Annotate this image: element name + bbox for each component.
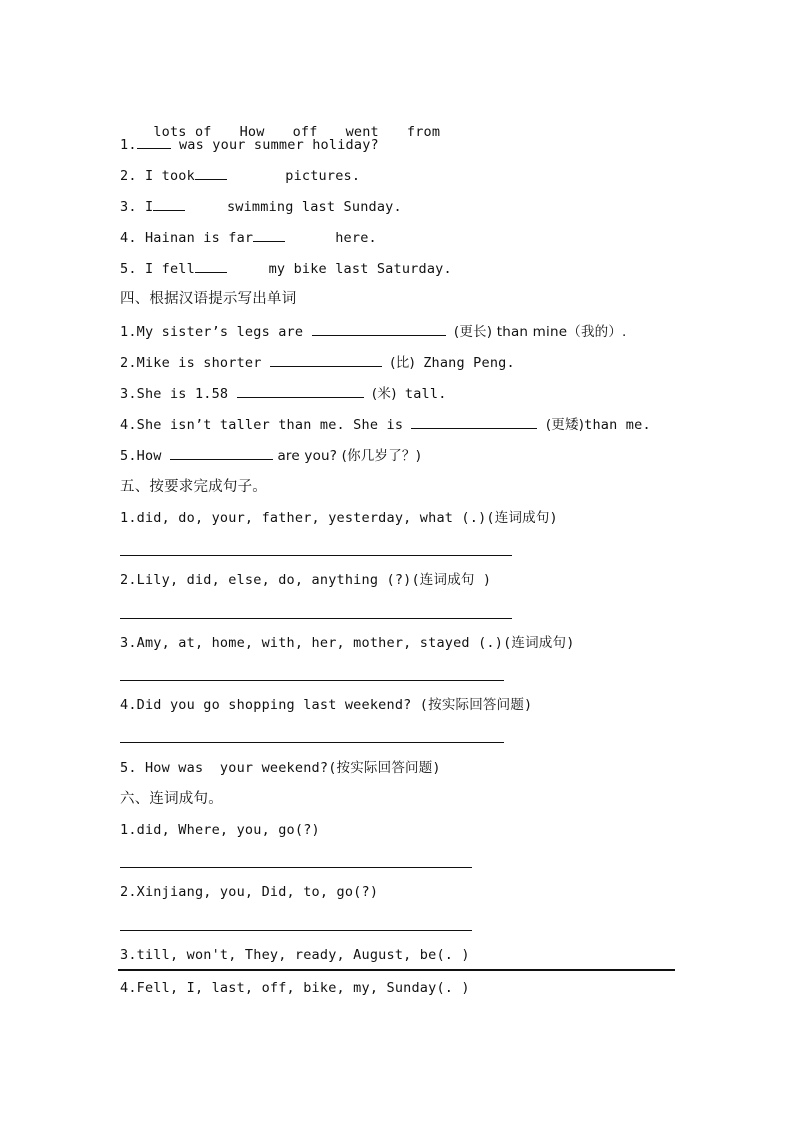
section-6-heading: 六、连词成句。 xyxy=(120,791,223,807)
section-4-item-3 xyxy=(120,383,447,404)
answer-blank[interactable] xyxy=(411,414,537,429)
item-text: pictures. xyxy=(226,168,361,184)
item-text: tall. xyxy=(396,386,447,402)
item-text: swimming last Sunday. xyxy=(185,199,402,215)
item-number: 5. xyxy=(120,261,145,277)
item-text: than mine（我的）. xyxy=(492,324,627,340)
item-text: 2.Mike is shorter xyxy=(120,355,270,371)
answer-line[interactable] xyxy=(120,930,472,931)
item-text: 1.My sister’s legs are xyxy=(120,324,312,340)
section-5-item-1: 1.did, do, your, father, yesterday, what (.)(连词成句) xyxy=(120,510,558,526)
fill-in-item-4 xyxy=(120,227,377,248)
item-text: Zhang Peng. xyxy=(414,355,515,371)
answer-line[interactable] xyxy=(120,680,504,681)
item-text: Hainan is far xyxy=(144,230,254,246)
answer-blank[interactable] xyxy=(195,165,227,180)
item-text: I xyxy=(144,199,154,215)
chinese-hint: (米) xyxy=(371,386,397,402)
chinese-hint: (更长) xyxy=(453,324,493,340)
answer-blank[interactable] xyxy=(237,383,364,398)
item-text: are you? (你几岁了？) xyxy=(272,448,422,464)
item-text: 5.How xyxy=(120,448,170,464)
word-bank-item: off xyxy=(292,124,318,140)
divider-rule xyxy=(118,969,675,971)
chinese-hint: (更矮) xyxy=(545,417,585,433)
answer-blank[interactable] xyxy=(170,445,273,460)
item-text: my bike last Saturday. xyxy=(226,261,452,277)
item-text: here. xyxy=(285,230,377,246)
word-bank-item: went xyxy=(345,124,379,140)
word-bank-item: lots of xyxy=(153,124,212,140)
section-6-item-3: 3.till, won't, They, ready, August, be(. ) xyxy=(120,947,470,963)
fill-in-item-3 xyxy=(120,196,402,217)
item-text: I fell xyxy=(144,261,195,277)
section-4-item-5 xyxy=(120,445,421,466)
section-5-heading: 五、按要求完成句子。 xyxy=(120,479,267,495)
section-5-item-3: 3.Amy, at, home, with, her, mother, stayed (.)(连词成句) xyxy=(120,635,575,651)
answer-line[interactable] xyxy=(120,618,512,619)
item-number: 4. xyxy=(120,230,145,246)
item-text: was your summer holiday? xyxy=(170,137,379,153)
item-text: I took xyxy=(144,168,195,184)
chinese-hint: (比) xyxy=(390,355,415,371)
item-text: than me. xyxy=(584,417,651,433)
item-number: 1. xyxy=(120,137,137,153)
fill-in-item-2 xyxy=(120,165,360,186)
answer-blank[interactable] xyxy=(195,258,227,273)
section-5-item-4: 4.Did you go shopping last weekend? (按实际回答问题) xyxy=(120,697,533,713)
item-text: 3.She is 1.58 xyxy=(120,386,237,402)
section-4-item-1 xyxy=(120,321,627,342)
answer-line[interactable] xyxy=(120,742,504,743)
section-5-item-2: 2.Lily, did, else, do, anything (?)(连词成句 ) xyxy=(120,572,492,588)
word-bank-item: from xyxy=(406,124,441,140)
item-number: 2. xyxy=(120,168,145,184)
section-4-heading: 四、根据汉语提示写出单词 xyxy=(120,291,297,307)
answer-blank[interactable] xyxy=(137,134,171,149)
section-4-item-4 xyxy=(120,414,651,435)
answer-line[interactable] xyxy=(120,555,512,556)
answer-blank[interactable] xyxy=(270,352,382,367)
answer-blank[interactable] xyxy=(253,227,285,242)
fill-in-item-1 xyxy=(120,134,379,155)
answer-line[interactable] xyxy=(120,867,472,868)
section-6-item-2: 2.Xinjiang, you, Did, to, go(?) xyxy=(120,884,379,900)
item-number: 3. xyxy=(120,199,145,215)
section-6-item-4: 4.Fell, I, last, off, bike, my, Sunday(. ) xyxy=(120,980,470,996)
item-text: 4.She isn’t taller than me. She is xyxy=(120,417,412,433)
fill-in-item-5 xyxy=(120,258,452,279)
answer-blank[interactable] xyxy=(153,196,185,211)
section-6-item-1: 1.did, Where, you, go(?) xyxy=(120,822,320,838)
word-bank-item: How xyxy=(239,124,265,140)
section-5-item-5: 5. How was your weekend?(按实际回答问题) xyxy=(120,760,441,776)
answer-blank[interactable] xyxy=(312,321,446,336)
section-4-item-2 xyxy=(120,352,515,373)
